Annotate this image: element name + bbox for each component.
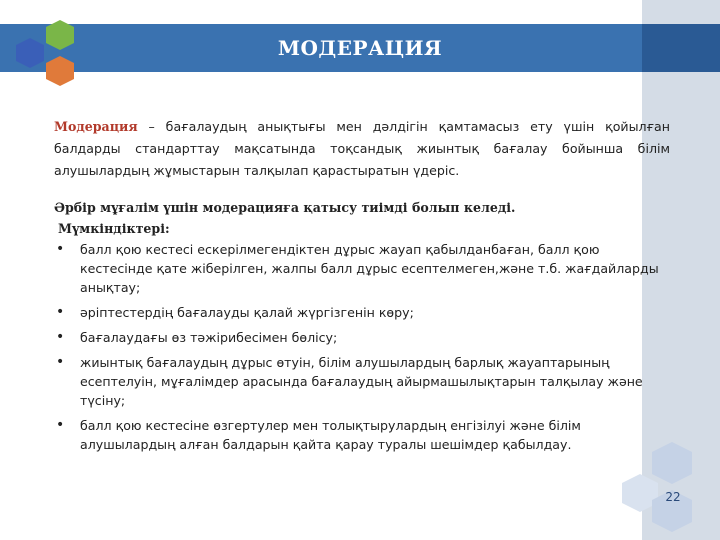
list-item [54,303,670,322]
definition-term: Модерация [54,119,138,134]
definition-text: – бағалаудың анықтығы мен дәлдігін қамтамасыз ету үшін қойылған балдарды стандарттау мақсатында тоқсандық жиынтық бағалау бойынша білім алушылардың жұмыстарын талқылап қарастыратын үдеріс. [54,119,670,178]
bullet-icon: • [56,241,65,257]
slide-title: МОДЕРАЦИЯ [277,36,443,60]
list-item-text: балл қою кестесіне өзгертулер мен толықтырулардың енгізілуі және білім алушылардың алған балдарын қайта қарау туралы шешімдер қабылдау. [80,418,581,452]
list-item-text: балл қою кестесі ескерілмегендіктен дұрыс жауап қабылданбаған, балл қою кестесінде қате жіберілген, жалпы балл дұрыс есептелмеген,және т.б. жағдайларды анықтау; [80,242,659,295]
opportunities-heading: Мүмкіндіктері: [58,221,170,236]
list-item-text: бағалаудағы өз тәжірибесімен бөлісу; [80,330,338,345]
bullet-icon: • [56,304,65,320]
bullet-icon: • [56,417,65,433]
list-item-text: әріптестердің бағалауды қалай жүргізгенін көру; [80,305,414,320]
slide-content [54,116,670,460]
page-number: 22 [665,490,681,504]
list-item [54,328,670,347]
list-item [54,416,670,454]
list-item [54,240,670,297]
bullet-icon: • [56,354,65,370]
list-item [54,353,670,410]
list-item-text: жиынтық бағалаудың дұрыс өтуін, білім алушылардың барлық жауаптарының есептелуін, мұғалімдер арасында бағалаудың айырмашылықтарын талқылау және түсіну; [80,355,643,408]
definition-paragraph [54,116,670,182]
bullet-icon: • [56,329,65,345]
lead-statement: Әрбір мұғалім үшін модерацияға қатысу тиімді болып келеді. [54,200,516,215]
opportunities-list [54,240,670,454]
